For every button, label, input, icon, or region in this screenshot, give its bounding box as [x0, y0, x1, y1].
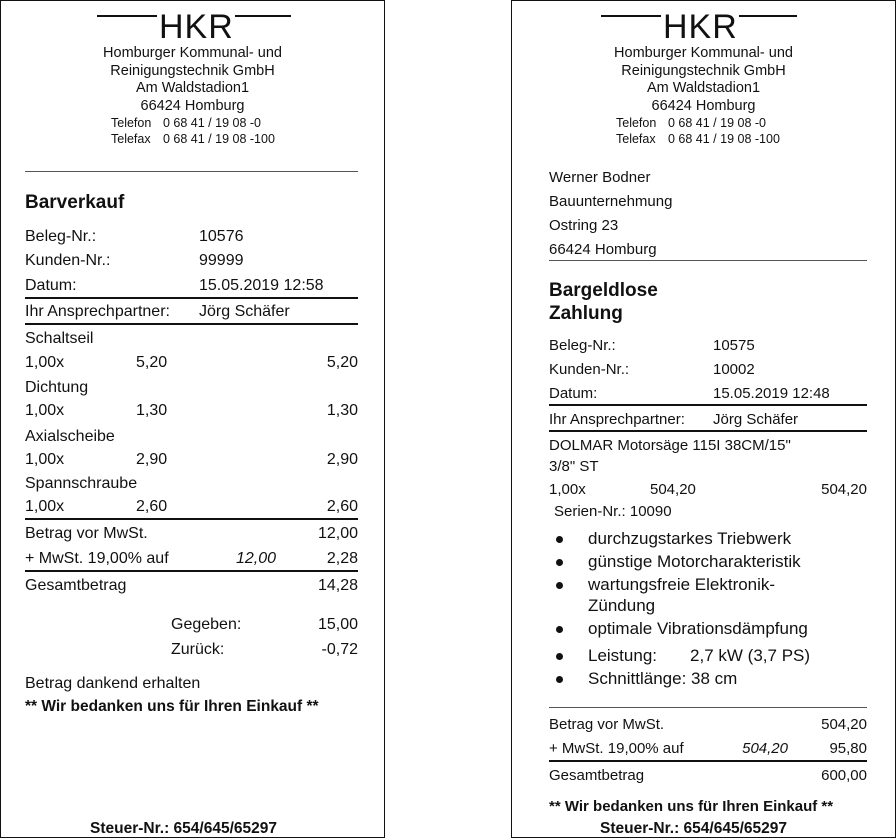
datum-label: Datum:	[25, 277, 77, 294]
company-logo: HKR	[663, 8, 738, 46]
divider	[549, 707, 867, 708]
gesamt-value: 14,28	[317, 577, 358, 594]
thanks-line-2: ** Wir bedanken uns für Ihren Einkauf **	[25, 698, 319, 715]
item-total: 2,60	[326, 498, 358, 515]
company-phone	[616, 116, 766, 131]
mwst-value: 95,80	[829, 740, 867, 757]
kunden-value: 10002	[713, 361, 755, 378]
divider	[25, 323, 358, 325]
item-total: 504,20	[821, 481, 867, 498]
company-name-1: Homburger Kommunal- und	[103, 45, 282, 61]
item-name: Spannschraube	[25, 475, 138, 492]
customer-line: Ostring 23	[549, 217, 619, 234]
tax-number: Steuer-Nr.: 654/645/65297	[600, 820, 787, 837]
company-fax	[616, 132, 780, 147]
kunden-label: Kunden-Nr.:	[25, 252, 111, 269]
divider	[25, 297, 358, 299]
feature-item: Schnittlänge: 38 cm	[588, 669, 738, 688]
customer-line: Werner Bodner	[549, 169, 651, 186]
phone-label: Telefon	[111, 116, 152, 130]
divider	[25, 171, 358, 172]
netto-label: Betrag vor MwSt.	[549, 716, 665, 733]
bullet-dot-icon	[556, 536, 563, 543]
item-qty: 1,00x	[25, 354, 65, 371]
item-price: 5,20	[136, 354, 168, 371]
gegeben-value: 15,00	[317, 616, 358, 633]
serial-number: Serien-Nr.: 10090	[554, 503, 672, 520]
receipt-title-line-2: Zahlung	[549, 303, 623, 324]
divider	[549, 260, 867, 261]
fax-label: Telefax	[616, 132, 656, 146]
phone-value: 0 68 41 / 19 08 -0	[668, 116, 766, 130]
divider	[549, 760, 867, 762]
ansprech-value: Jörg Schäfer	[713, 411, 799, 428]
netto-label: Betrag vor MwSt.	[25, 525, 148, 542]
feature-item: optimale Vibrationsdämpfung	[588, 619, 808, 638]
fax-value: 0 68 41 / 19 08 -100	[163, 132, 275, 146]
customer-line: 66424 Homburg	[549, 241, 657, 258]
beleg-value: 10576	[199, 228, 244, 245]
bullet-dot-icon	[556, 582, 563, 589]
divider	[549, 430, 867, 432]
gegeben-label: Gegeben:	[171, 616, 242, 633]
receipt-title: Barverkauf	[25, 192, 125, 213]
bullet-dot-icon	[556, 676, 563, 683]
logo-bar-left	[601, 15, 661, 17]
receipt-cash-sale	[0, 0, 385, 838]
company-fax	[111, 132, 275, 147]
bullet-dot-icon	[556, 559, 563, 566]
mwst-base: 12,00	[235, 550, 276, 567]
zurueck-label: Zurück:	[171, 641, 225, 658]
bullet-dot-icon	[556, 653, 563, 660]
mwst-label: + MwSt. 19,00% auf	[549, 740, 684, 757]
bullet-dot-icon	[556, 626, 563, 633]
thanks-line: ** Wir bedanken uns für Ihren Einkauf **	[549, 798, 834, 815]
company-street: Am Waldstadion1	[646, 80, 761, 96]
beleg-label: Beleg-Nr.:	[549, 337, 616, 354]
mwst-label: + MwSt. 19,00% auf	[25, 550, 169, 567]
company-name-2: Reinigungstechnik GmbH	[621, 63, 786, 79]
feature-item: Leistung: 2,7 kW (3,7 PS)	[588, 646, 811, 665]
kunden-label: Kunden-Nr.:	[549, 361, 630, 378]
tax-number: Steuer-Nr.: 654/645/65297	[90, 820, 277, 837]
item-qty: 1,00x	[25, 451, 65, 468]
item-total: 5,20	[326, 354, 358, 371]
ansprech-label: Ihr Ansprechpartner:	[25, 303, 170, 320]
fax-label: Telefax	[111, 132, 151, 146]
item-qty: 1,00x	[25, 498, 65, 515]
receipt-title-line-1: Bargeldlose	[549, 280, 658, 301]
item-total: 1,30	[326, 402, 358, 419]
divider	[25, 518, 358, 520]
item-qty: 1,00x	[25, 402, 65, 419]
receipt-cashless-payment	[511, 0, 896, 838]
gesamt-label: Gesamtbetrag	[25, 577, 127, 594]
company-name-2: Reinigungstechnik GmbH	[110, 63, 275, 79]
beleg-value: 10575	[713, 337, 755, 354]
kunden-value: 99999	[199, 252, 244, 269]
logo-bar-right	[739, 15, 797, 17]
item-name: Axialscheibe	[25, 428, 115, 445]
company-logo: HKR	[159, 8, 234, 46]
logo-bar-left	[97, 15, 157, 17]
company-city: 66424 Homburg	[651, 98, 756, 114]
mwst-base: 504,20	[742, 740, 788, 757]
company-name-1: Homburger Kommunal- und	[614, 45, 793, 61]
thanks-line-1: Betrag dankend erhalten	[25, 675, 201, 692]
ansprech-label: Ihr Ansprechpartner:	[549, 411, 685, 428]
divider	[25, 570, 358, 572]
feature-item: durchzugstarkes Triebwerk	[588, 529, 792, 548]
mwst-value: 2,28	[326, 550, 358, 567]
item-price: 1,30	[136, 402, 168, 419]
gesamt-label: Gesamtbetrag	[549, 767, 645, 784]
datum-value: 15.05.2019 12:48	[713, 385, 830, 402]
divider	[549, 404, 867, 406]
logo-bar-right	[235, 15, 291, 17]
customer-line: Bauunternehmung	[549, 193, 673, 210]
item-price: 504,20	[650, 481, 696, 498]
ansprech-value: Jörg Schäfer	[199, 303, 290, 320]
item-name-line-2: 3/8" ST	[549, 458, 599, 475]
gesamt-value: 600,00	[821, 767, 867, 784]
company-phone	[111, 116, 261, 131]
datum-label: Datum:	[549, 385, 598, 402]
feature-item-continuation: Zündung	[588, 596, 656, 615]
zurueck-value: -0,72	[321, 641, 358, 658]
item-price: 2,60	[136, 498, 168, 515]
netto-value: 12,00	[317, 525, 358, 542]
company-street: Am Waldstadion1	[135, 80, 250, 96]
fax-value: 0 68 41 / 19 08 -100	[668, 132, 780, 146]
feature-item: wartungsfreie Elektronik-	[588, 575, 776, 594]
company-city: 66424 Homburg	[140, 98, 245, 114]
item-name: Dichtung	[25, 379, 89, 396]
beleg-label: Beleg-Nr.:	[25, 228, 97, 245]
datum-value: 15.05.2019 12:58	[199, 277, 324, 294]
netto-value: 504,20	[821, 716, 867, 733]
phone-value: 0 68 41 / 19 08 -0	[163, 116, 261, 130]
item-qty: 1,00x	[549, 481, 586, 498]
item-total: 2,90	[326, 451, 358, 468]
phone-label: Telefon	[616, 116, 657, 130]
item-name-line-1: DOLMAR Motorsäge 115I 38CM/15"	[549, 437, 791, 454]
feature-item: günstige Motorcharakteristik	[588, 552, 801, 571]
item-price: 2,90	[136, 451, 168, 468]
item-name: Schaltseil	[25, 330, 94, 347]
